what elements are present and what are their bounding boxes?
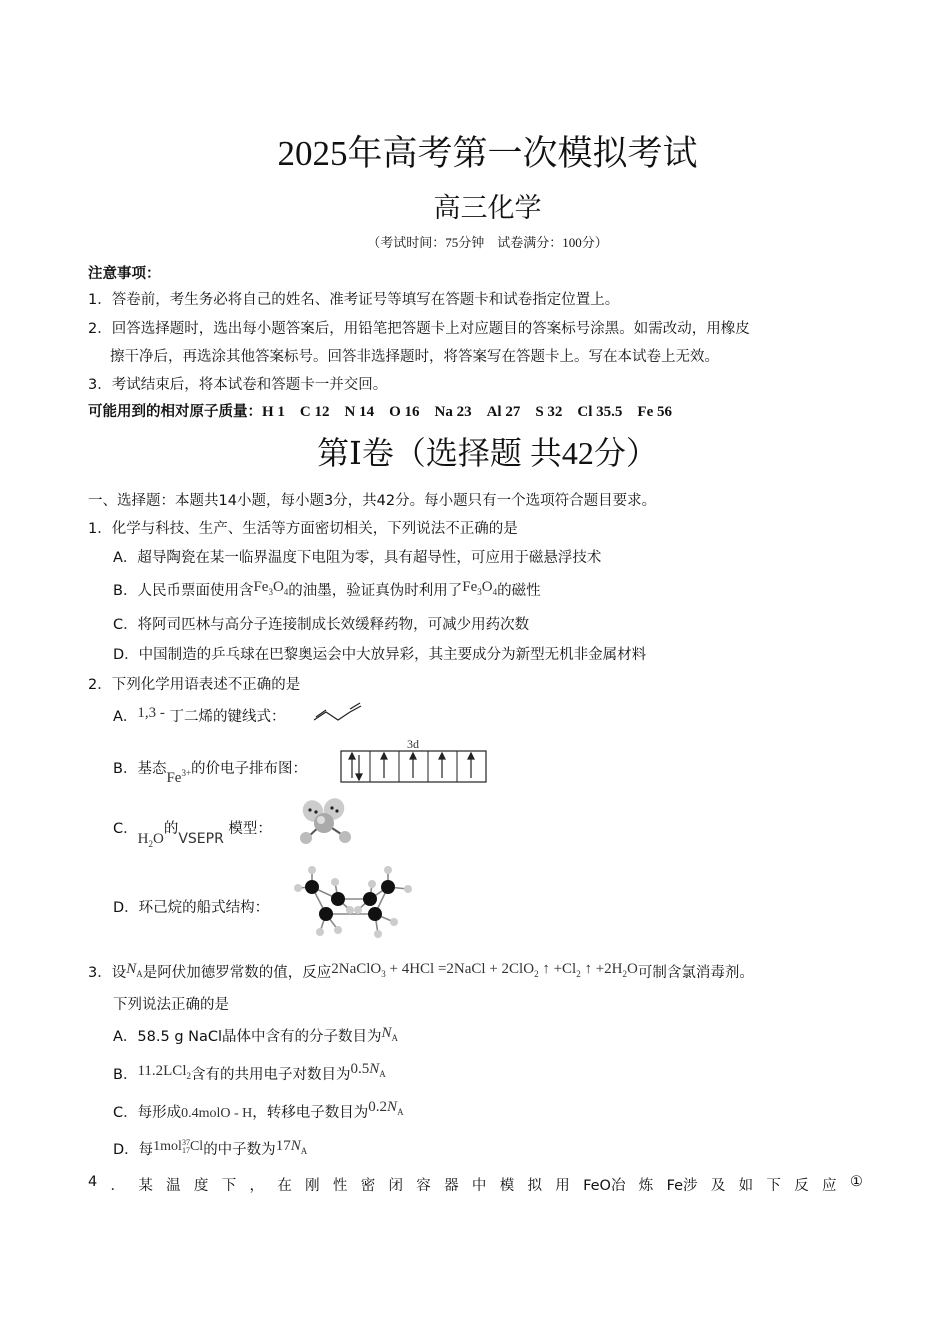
butadiene-skeletal-formula <box>312 702 364 724</box>
q2-option-a: A．1,3 - 丁二烯的键线式： <box>113 705 286 725</box>
q3-option-b: B．11.2LCl$_2$含有的共用电子对数目为$0.5N_A$ <box>113 1061 386 1083</box>
q2-stem: 2．下列化学用语表述不正确的是 <box>88 677 301 693</box>
page-subtitle: 高三化学 <box>433 193 542 224</box>
cyclohexane-boat-model <box>290 862 420 942</box>
note-item-3: 3．考试结束后，将本试卷和答题卡一并交回。 <box>88 377 388 393</box>
q3-option-c: C．每形成0.4molO - H，转移电子数目为$0.2N_A$ <box>113 1099 404 1121</box>
section-instruction: 一、选择题：本题共14小题，每小题3分，共42分。每小题只有一个选项符合题目要求。 <box>88 493 657 509</box>
q3-reaction-equation: 2NaClO$_3$ + 4HCl =2NaCl + 2ClO$_2$ ↑ $+Cl_2$ ↑ $+2H_2O$ <box>331 961 638 979</box>
section-title: 第Ⅰ卷（选择题 共42分） <box>317 435 658 471</box>
atomic-mass-line <box>88 400 672 421</box>
q1-option-b: B．人民币票面使用含$Fe_3O_4$的油墨，验证真伪时利用了$Fe_3O_4$的磁性 <box>113 579 541 599</box>
q3-option-d: D．每1mol37 17Cl的中子数为$17N_A$ <box>113 1137 308 1158</box>
atomic-mass-values: H 1 C 12 N 14 O 16 Na 23 Al 27 S 32 Cl 35.5 Fe 56 <box>262 404 672 420</box>
exam-meta: （考试时间：75分钟 试卷满分：100分） <box>367 235 608 250</box>
q3-stem-line2: 下列说法正确的是 <box>113 997 229 1013</box>
note-item-1: 1．答卷前，考生务必将自己的姓名、准考证号等填写在答题卡和试卷指定位置上。 <box>88 292 620 308</box>
q1-stem: 1．化学与科技、生产、生活等方面密切相关，下列说法不正确的是 <box>88 521 518 537</box>
note-item-2: 2．回答选择题时，选出每小题答案后，用铅笔把答题卡上对应题目的答案标号涂黑。如需改动，用橡皮 <box>88 321 750 337</box>
water-vsepr-model <box>296 798 358 850</box>
q3-stem: 3．设$N_A$是阿伏加德罗常数的值，反应2NaClO$_3$ + 4HCl =2NaCl + 2ClO$_2$ ↑ $+Cl_2$ ↑ $+2H_2O$可制含氯消毒剂。 <box>88 961 754 981</box>
q3-option-a: A．58.5 g NaCl晶体中含有的分子数目为$N_A$ <box>113 1025 399 1045</box>
q1-option-a: A．超导陶瓷在某一临界温度下电阻为零，具有超导性，可应用于磁悬浮技术 <box>113 550 602 566</box>
note-item-2-cont: 擦干净后，再选涂其他答案标号。回答非选择题时，将答案写在答题卡上。写在本试卷上无效。 <box>110 349 719 365</box>
orbital-label: 3d <box>407 737 419 751</box>
notes-heading: 注意事项： <box>88 266 161 282</box>
q2-option-b: B．基态$Fe^{3+}$的价电子排布图： <box>113 761 308 786</box>
q4-stem: 4 ． 某 温 度 下 ， 在 刚 性 密 闭 容 器 中 模 拟 用 FeO冶 炼 Fe涉 及 如 下 反 应 ① <box>88 1174 863 1194</box>
fe3-orbital-diagram <box>340 750 488 784</box>
atomic-mass-label: 可能用到的相对原子质量： <box>88 404 262 420</box>
q2-option-d: D．环己烷的船式结构： <box>113 900 270 916</box>
q1-option-d: D．中国制造的乒乓球在巴黎奥运会中大放异彩，其主要成分为新型无机非金属材料 <box>113 647 647 663</box>
q1-option-c: C．将阿司匹林与高分子连接制成长效缓释药物，可减少用药次数 <box>113 617 530 633</box>
q2-option-c: C．$H_2O$的VSEPR 模型： <box>113 821 272 849</box>
page-title: 2025年高考第一次模拟考试 <box>277 134 698 173</box>
